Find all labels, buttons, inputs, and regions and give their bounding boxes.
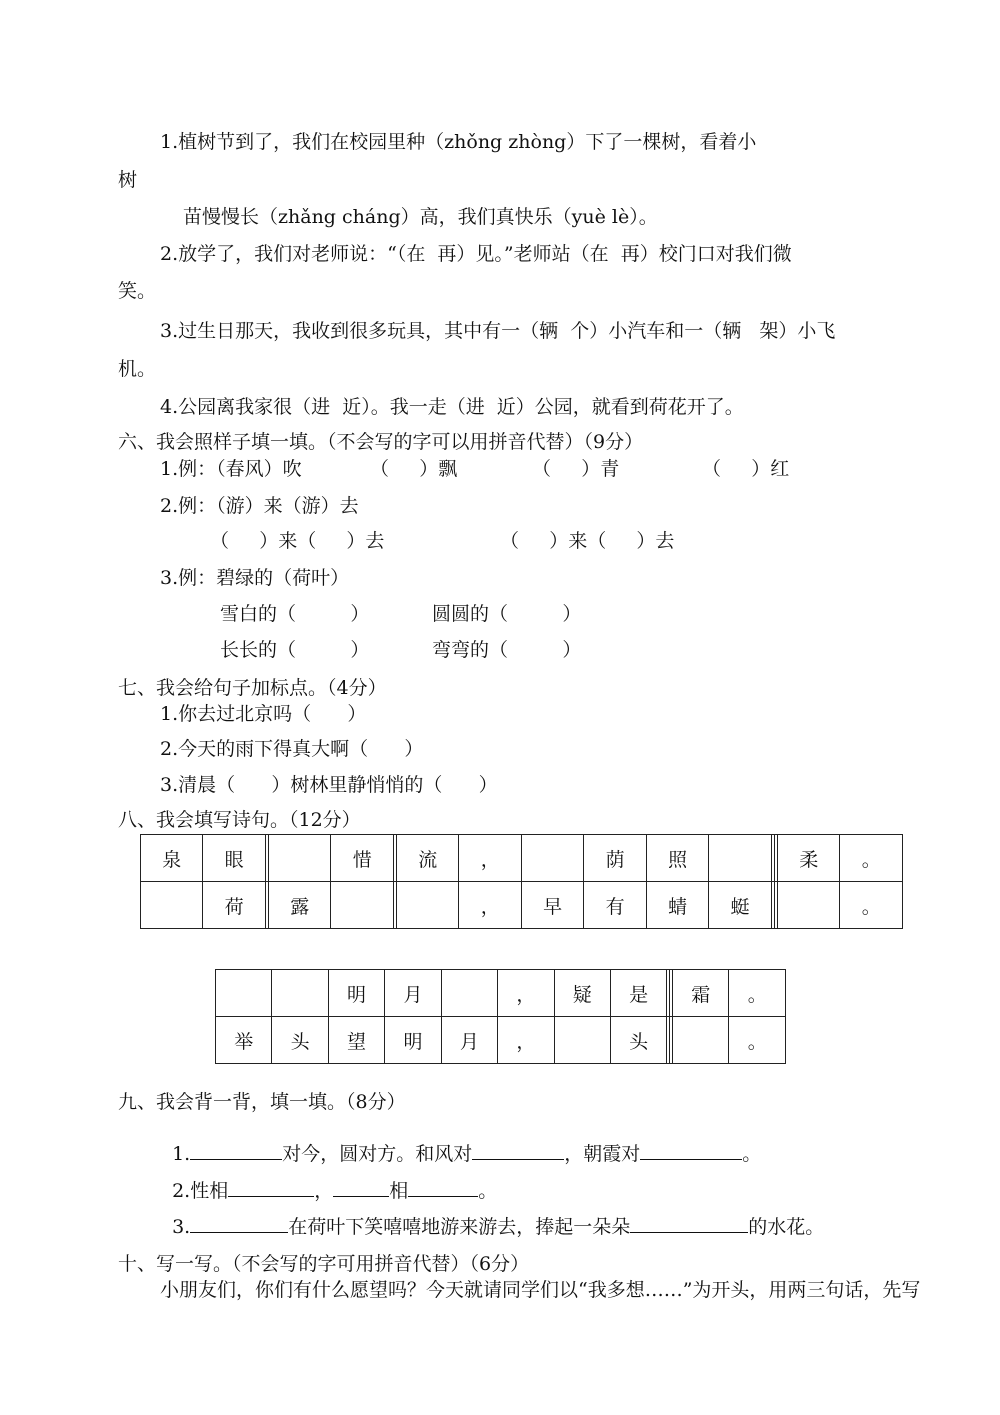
- q9-1-text-c: 。: [742, 1143, 762, 1165]
- poem-grid-2-row: [216, 970, 786, 1017]
- poem-cell[interactable]: 。: [729, 970, 786, 1017]
- q7-item1[interactable]: 1.你去过北京吗（ ）: [160, 703, 367, 725]
- section10-prompt: 小朋友们，你们有什么愿望吗？今天就请同学们以“我多想……”为开头，用两三句话，先写: [160, 1279, 921, 1301]
- poem-cell[interactable]: 早: [521, 882, 583, 929]
- section9-heading: 九、我会背一背，填一填。（8分）: [118, 1091, 406, 1113]
- q6-1-blank-c[interactable]: （ ）红: [702, 458, 790, 480]
- q9-3-text-a: 在荷叶下笑嘻嘻地游来游去，捧起一朵朵: [288, 1216, 631, 1238]
- section6-heading: 六、我会照样子填一填。（不会写的字可以用拼音代替）（9分）: [118, 431, 644, 453]
- poem-cell[interactable]: [673, 1017, 729, 1064]
- q7-item3[interactable]: 3.清晨（ ）树林里静悄悄的（ ）: [160, 774, 498, 796]
- poem-cell[interactable]: 霜: [673, 970, 729, 1017]
- poem-cell[interactable]: [777, 882, 839, 929]
- q7-item2[interactable]: 2.今天的雨下得真大啊（ ）: [160, 738, 424, 760]
- q9-2-text-b: ，: [314, 1180, 334, 1202]
- poem-grid-2: [215, 969, 786, 1064]
- poem-cell[interactable]: 举: [216, 1017, 272, 1064]
- poem-cell[interactable]: 月: [385, 970, 441, 1017]
- q5-item3-line1b: 机。: [118, 358, 157, 380]
- q5-item1-line2: 苗慢慢长（zhǎng cháng）高，我们真快乐（yuè lè）。: [183, 206, 658, 228]
- poem-cell[interactable]: 荫: [584, 835, 646, 882]
- section10-heading: 十、写一写。（不会写的字可用拼音代替）（6分）: [118, 1253, 530, 1275]
- poem-cell[interactable]: ，: [498, 970, 554, 1017]
- q9-3-number: 3.: [172, 1216, 191, 1238]
- poem-cell[interactable]: [397, 882, 459, 929]
- poem-cell[interactable]: [331, 882, 393, 929]
- poem-cell[interactable]: 是: [610, 970, 666, 1017]
- poem-cell[interactable]: 蜻: [646, 882, 708, 929]
- q6-1-blank-b[interactable]: （ ）青: [532, 458, 620, 480]
- poem-cell[interactable]: 望: [328, 1017, 384, 1064]
- q6-2-example: 2.例：（游）来（游）去: [160, 495, 359, 517]
- poem-grid-1: [140, 834, 903, 929]
- poem-grid-1-row: [141, 835, 903, 882]
- poem-cell[interactable]: [554, 1017, 610, 1064]
- poem-cell[interactable]: 眼: [203, 835, 265, 882]
- poem-grid-1-row: [141, 882, 903, 929]
- poem-cell[interactable]: 流: [397, 835, 459, 882]
- poem-grid-2-row: [216, 1017, 786, 1064]
- q5-item4-line1: 4.公园离我家很（进 近）。我一走（进 近）公园，就看到荷花开了。: [160, 396, 744, 418]
- poem-cell[interactable]: 头: [272, 1017, 328, 1064]
- q9-1-text-a: 对今，圆对方。和风对: [282, 1143, 473, 1165]
- poem-cell[interactable]: 照: [646, 835, 708, 882]
- q5-item2-line1: 2.放学了，我们对老师说：“（在 再）见。”老师站（在 再）校门口对我们微: [160, 243, 792, 265]
- poem-cell[interactable]: 有: [584, 882, 646, 929]
- poem-cell[interactable]: 荷: [203, 882, 265, 929]
- poem-cell[interactable]: [441, 970, 497, 1017]
- q9-2-text-d: 。: [478, 1180, 498, 1202]
- poem-cell[interactable]: 明: [328, 970, 384, 1017]
- q9-3-blank-a[interactable]: [190, 1214, 288, 1233]
- poem-cell[interactable]: 惜: [331, 835, 393, 882]
- q5-item1-line1b: 树: [118, 169, 138, 191]
- q5-item2-line1b: 笑。: [118, 280, 157, 302]
- poem-cell[interactable]: 。: [729, 1017, 786, 1064]
- q6-3-blank-a[interactable]: 雪白的（ ）: [220, 603, 370, 625]
- poem-cell[interactable]: [141, 882, 203, 929]
- q9-1-blank-c[interactable]: [640, 1141, 742, 1160]
- q6-2-blank-b[interactable]: （ ）来（ ）去: [500, 530, 675, 552]
- poem-cell[interactable]: ，: [498, 1017, 554, 1064]
- q9-item3: [160, 1190, 824, 1239]
- q5-item3-line1: 3.过生日那天，我收到很多玩具，其中有一（辆 个）小汽车和一（辆 架）小飞: [160, 320, 836, 342]
- poem-cell[interactable]: 露: [269, 882, 331, 929]
- q9-2-text-a: 2.性相: [172, 1180, 229, 1202]
- q9-1-text-b: ，朝霞对: [564, 1143, 641, 1165]
- q9-3-text-b: 的水花。: [748, 1216, 825, 1238]
- q6-1-example: 1.例：（春风）吹: [160, 458, 302, 480]
- poem-cell[interactable]: 泉: [141, 835, 203, 882]
- section7-heading: 七、我会给句子加标点。（4分）: [118, 677, 387, 699]
- poem-cell[interactable]: [521, 835, 583, 882]
- poem-cell[interactable]: 疑: [554, 970, 610, 1017]
- poem-cell[interactable]: 。: [840, 882, 903, 929]
- poem-cell[interactable]: 蜓: [709, 882, 771, 929]
- q6-1-blank-a[interactable]: （ ）飘: [370, 458, 458, 480]
- poem-cell[interactable]: 柔: [777, 835, 839, 882]
- q6-3-blank-b[interactable]: 圆圆的（ ）: [432, 603, 582, 625]
- poem-cell[interactable]: 头: [610, 1017, 666, 1064]
- poem-cell[interactable]: [216, 970, 272, 1017]
- q9-1-number: 1.: [172, 1143, 191, 1165]
- q6-3-blank-d[interactable]: 弯弯的（ ）: [432, 639, 582, 661]
- q6-3-example: 3.例：碧绿的（荷叶）: [160, 567, 350, 589]
- poem-cell[interactable]: 月: [441, 1017, 497, 1064]
- q6-3-blank-c[interactable]: 长长的（ ）: [220, 639, 370, 661]
- poem-cell[interactable]: 。: [840, 835, 903, 882]
- poem-cell[interactable]: [709, 835, 771, 882]
- poem-cell[interactable]: [272, 970, 328, 1017]
- poem-cell[interactable]: [269, 835, 331, 882]
- poem-cell[interactable]: ，: [459, 835, 521, 882]
- poem-cell[interactable]: 明: [385, 1017, 441, 1064]
- poem-cell[interactable]: ，: [459, 882, 521, 929]
- q6-2-blank-a[interactable]: （ ）来（ ）去: [210, 530, 385, 552]
- section8-heading: 八、我会填写诗句。（12分）: [118, 809, 361, 831]
- q5-item1-line1: 1.植树节到了，我们在校园里种（zhǒng zhòng）下了一棵树，看着小: [160, 131, 757, 153]
- q9-3-blank-b[interactable]: [630, 1214, 748, 1233]
- q9-2-text-c: 相: [389, 1180, 409, 1202]
